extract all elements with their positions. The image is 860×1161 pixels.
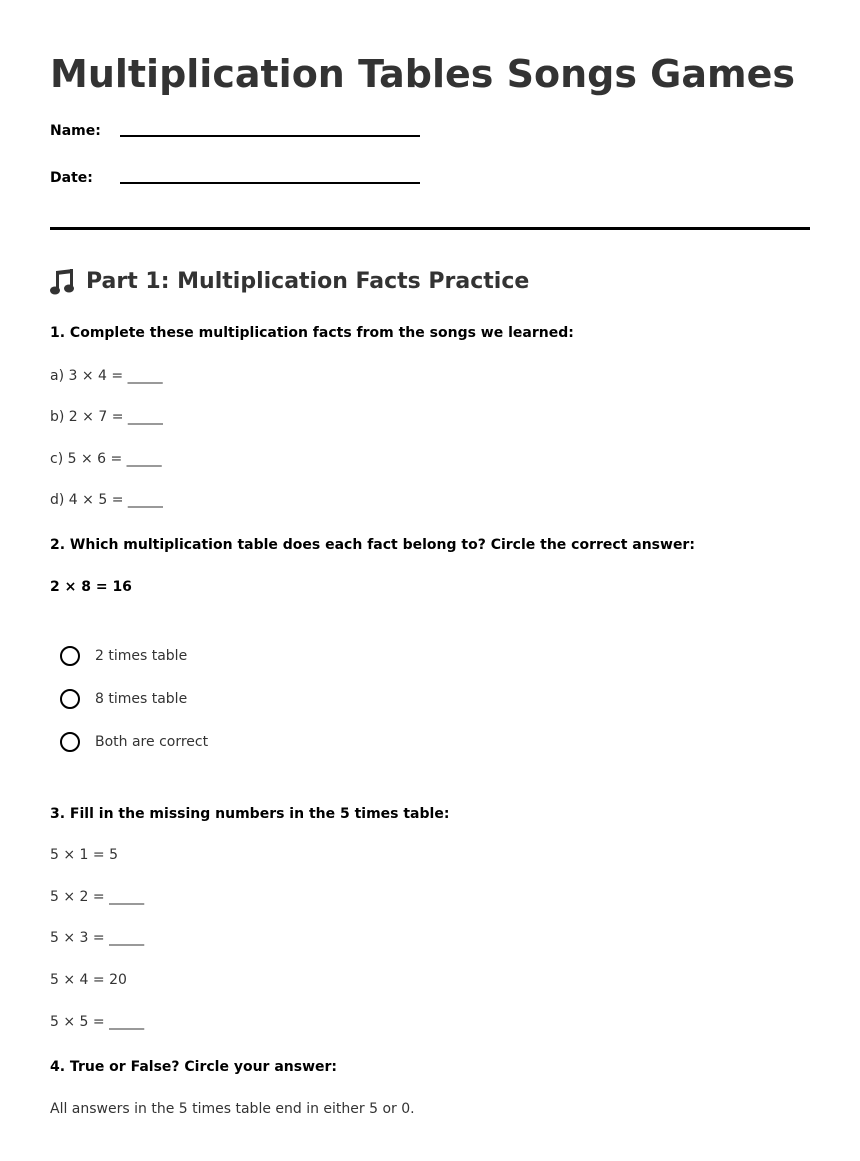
part1-title — [50, 266, 529, 298]
q1-prompt: 1. Complete these multiplication facts from the songs we learned: — [50, 325, 574, 341]
header-divider — [50, 227, 810, 230]
q1-item-a[interactable]: a) 3 × 4 = _____ — [50, 368, 163, 384]
q2-fact: 2 × 8 = 16 — [50, 579, 132, 595]
q2-option-3[interactable] — [60, 729, 208, 755]
q1-item-d[interactable]: d) 4 × 5 = _____ — [50, 492, 163, 508]
q4-statement: All answers in the 5 times table end in either 5 or 0. — [50, 1101, 415, 1117]
q2-option-2-label: 8 times table — [95, 691, 188, 707]
q4-prompt: 4. True or False? Circle your answer: — [50, 1059, 338, 1075]
date-blank-line[interactable] — [120, 182, 420, 184]
name-blank-line[interactable] — [120, 135, 420, 137]
q2-option-1[interactable] — [60, 643, 187, 669]
radio-circle[interactable] — [60, 732, 80, 752]
date-label: Date: — [50, 170, 93, 186]
name-field — [50, 121, 470, 151]
name-label: Name: — [50, 123, 101, 139]
q2-option-2[interactable] — [60, 686, 187, 712]
q3-item-2[interactable]: 5 × 2 = _____ — [50, 889, 145, 905]
q1-item-b[interactable]: b) 2 × 7 = _____ — [50, 409, 163, 425]
worksheet-title: Multiplication Tables Songs Games — [50, 52, 795, 96]
radio-circle[interactable] — [60, 646, 80, 666]
music-note-icon — [50, 268, 76, 296]
part1-title-text: Part 1: Multiplication Facts Practice — [86, 269, 530, 294]
q1-item-c[interactable]: c) 5 × 6 = _____ — [50, 451, 162, 467]
q3-item-1: 5 × 1 = 5 — [50, 847, 118, 863]
q3-prompt: 3. Fill in the missing numbers in the 5 times table: — [50, 806, 450, 822]
q2-option-1-label: 2 times table — [95, 648, 188, 664]
q3-item-3[interactable]: 5 × 3 = _____ — [50, 930, 145, 946]
q2-option-3-label: Both are correct — [95, 734, 209, 750]
q3-item-4: 5 × 4 = 20 — [50, 972, 127, 988]
date-field — [50, 168, 470, 198]
radio-circle[interactable] — [60, 689, 80, 709]
q2-prompt: 2. Which multiplication table does each fact belong to? Circle the correct answer: — [50, 537, 695, 553]
q3-item-5[interactable]: 5 × 5 = _____ — [50, 1014, 145, 1030]
